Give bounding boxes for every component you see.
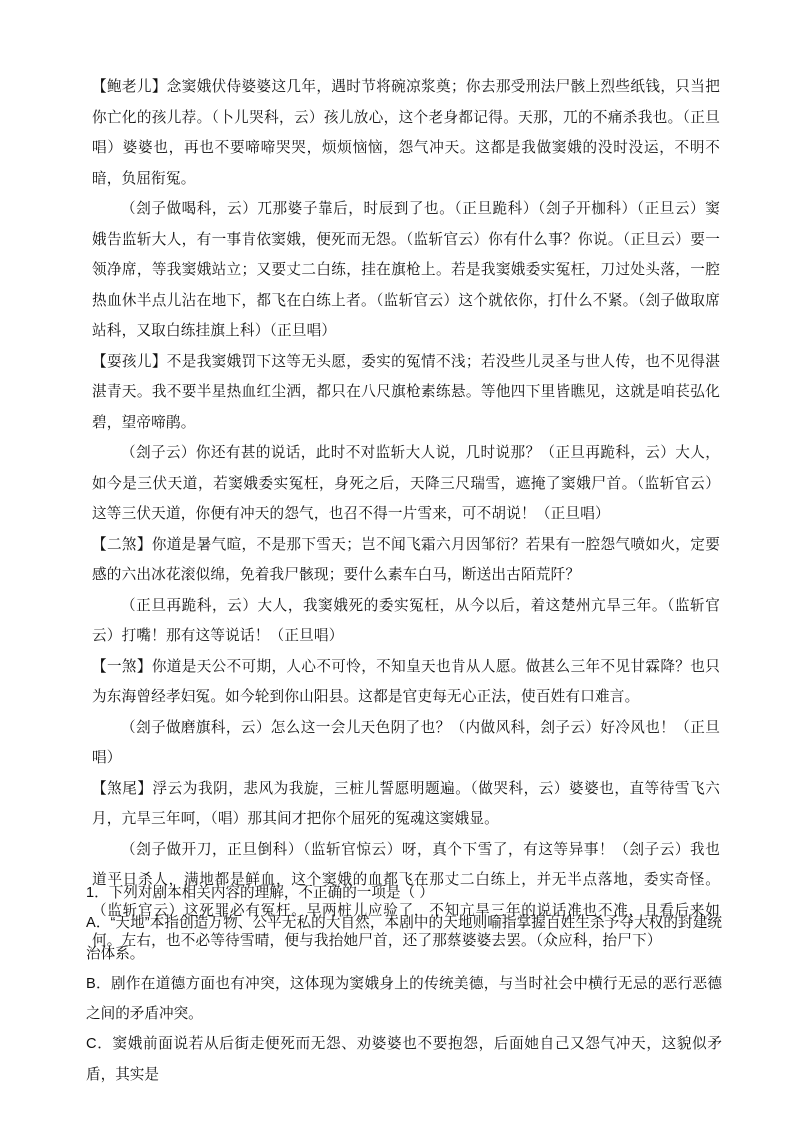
dialogue-paragraph: （刽子做磨旗科，云）怎么这一会儿天色阴了也？（内做风科，刽子云）好冷风也！（正旦唱） xyxy=(92,718,720,766)
option-a: A．“天地”本指创造万物、公平无私的大自然，本剧中的天地则喻指掌握百姓生杀予夺大权的封建统治体系。 xyxy=(86,915,722,962)
dialogue-paragraph: （刽子做喝科，云）兀那婆子靠后，时辰到了也。（正旦跪科）（刽子开枷科）（正旦云）窦娥告监斩大人，有一事肯依窦娥，便死而无怨。（监斩官云）你有什么事？你说。（正旦云）要一领净席，等我窦娥站立；又要丈二白练，挂在旗枪上。若是我窦娥委实冤枉，刀过处头落，一腔热血休半点儿沾在地下，都飞在白练上者。（监斩官云）这个就依你，打什么不紧。（刽子做取席站科，又取白练挂旗上科）（正旦唱） xyxy=(92,200,720,339)
script-excerpt xyxy=(92,72,720,957)
option-c: C．窦娥前面说若从后街走便死而无怨、劝婆婆也不要抱怨，后面她自己又怨气冲天，这貌似矛盾，其实是 xyxy=(86,1036,722,1083)
question-block xyxy=(86,878,722,1090)
song-lyric-paragraph: 【二煞】你道是暑气暄，不是那下雪天；岂不闻飞霜六月因邹衍？若果有一腔怨气喷如火，定要感的六出冰花滚似绵，免着我尸骸现；要什么素车白马，断送出古陌荒阡？ xyxy=(92,535,720,583)
song-lyric-paragraph: 【鲍老儿】念窦娥伏侍婆婆这几年，遇时节将碗凉浆奠；你去那受刑法尸骸上烈些纸钱，只当把你亡化的孩儿荐。（卜儿哭科，云）孩儿放心，这个老身都记得。天那，兀的不痛杀我也。（正旦唱）婆婆也，再也不要啼啼哭哭，烦烦恼恼，怨气冲天。这都是我做窦娥的没时没运，不明不暗，负屈衔冤。 xyxy=(92,78,720,187)
dialogue-paragraph: （刽子做开刀，正旦倒科）（监斩官惊云）呀，真个下雪了，有这等异事！（刽子云）我也道平日杀人，满地都是鲜血，这个窦娥的血都飞在那丈二白练上，并无半点落地，委实奇怪。（监斩官云）这死罪必有冤枉。早两桩儿应验了，不知亢旱三年的说话准也不准，且看后来如何。左右，也不必等待雪晴，便与我抬她尸首，还了那蔡婆婆去罢。（众应科，抬尸下） xyxy=(92,840,720,949)
dialogue-paragraph: （刽子云）你还有甚的说话，此时不对监斩大人说，几时说那？（正旦再跪科，云）大人，如今是三伏天道，若窦娥委实冤枉，身死之后，天降三尺瑞雪，遮掩了窦娥尸首。（监斩官云）这等三伏天道，你便有冲天的怨气，也召不得一片雪来，可不胡说！（正旦唱） xyxy=(92,444,720,522)
song-lyric-paragraph: 【耍孩儿】不是我窦娥罚下这等无头愿，委实的冤情不浅；若没些儿灵圣与世人传，也不见得湛湛青天。我不要半星热血红尘洒，都只在八尺旗枪素练悬。等他四下里皆瞧见，这就是咱苌弘化碧，望帝啼鹃。 xyxy=(92,352,720,431)
dialogue-paragraph: （正旦再跪科，云）大人，我窦娥死的委实冤枉，从今以后，着这楚州亢旱三年。（监斩官云）打嘴！那有这等说话！（正旦唱） xyxy=(92,596,720,644)
option-b: B．剧作在道德方面也有冲突，这体现为窦娥身上的传统美德，与当时社会中横行无忌的恶行恶德之间的矛盾冲突。 xyxy=(86,975,722,1023)
song-lyric-paragraph: 【一煞】你道是天公不可期，人心不可怜，不知皇天也肯从人愿。做甚么三年不见甘霖降？也只为东海曾经孝妇冤。如今轮到你山阳县。这都是官吏每无心正法，使百姓有口难言。 xyxy=(92,657,720,705)
question-stem: 1．下列对剧本相关内容的理解，不正确的一项是（ ） xyxy=(86,885,434,901)
song-lyric-paragraph: 【煞尾】浮云为我阴，悲风为我旋，三桩儿誓愿明题遍。（做哭科，云）婆婆也，直等待雪飞六月，亢旱三年呵，（唱）那其间才把你个屈死的冤魂这窦娥显。 xyxy=(92,779,720,827)
